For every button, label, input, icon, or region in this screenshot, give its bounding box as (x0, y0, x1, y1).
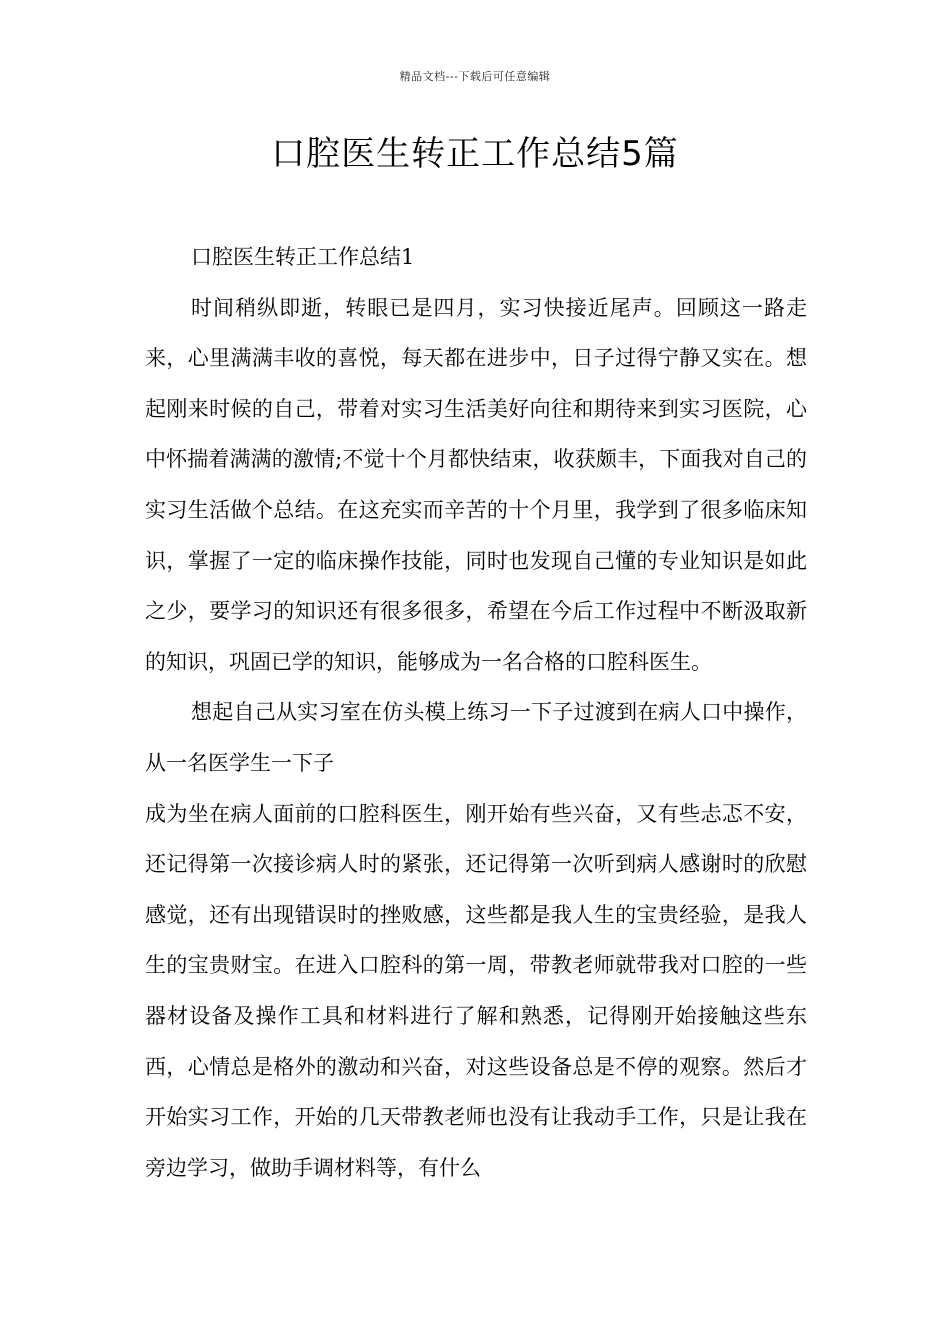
paragraph-2: 想起自己从实习室在仿头模上练习一下子过渡到在病人口中操作，从一名医学生一下子 (145, 700, 807, 775)
document-title: 口腔医生转正工作总结5篇 (271, 134, 679, 174)
section-heading: 口腔医生转正工作总结1 (191, 245, 415, 269)
paragraph-3: 成为坐在病人面前的口腔科医生，刚开始有些兴奋，又有些忐忑不安，还记得第一次接诊病人时的紧张，还记得第一次听到病人感谢时的欣慰感觉，还有出现错误时的挫败感，这些都是我人生的宝贵经验，是我人生的宝贵财宝。在进入口腔科的第一周，带教老师就带我对口腔的一些器材设备及操作工具和材料进行了解和熟悉，记得刚开始接触这些东西，心情总是格外的激动和兴奋，对这些设备总是不停的观察。然后才开始实习工作，开始的几天带教老师也没有让我动手工作，只是让我在旁边学习，做助手调材料等，有什么 (145, 801, 807, 1180)
document-body (145, 232, 807, 1193)
paragraph-1: 时间稍纵即逝，转眼已是四月，实习快接近尾声。回顾这一路走来，心里满满丰收的喜悦，每天都在进步中，日子过得宁静又实在。想起刚来时候的自己，带着对实习生活美好向往和期待来到实习医院，心中怀揣着满满的激情;不觉十个月都快结束，收获颇丰，下面我对自己的实习生活做个总结。在这充实而辛苦的十个月里，我学到了很多临床知识，掌握了一定的临床操作技能，同时也发现自己懂的专业知识是如此之少，要学习的知识还有很多很多，希望在今后工作过程中不断汲取新的知识，巩固已学的知识，能够成为一名合格的口腔科医生。 (145, 295, 807, 674)
header-note: 精品文档---下载后可任意编辑 (399, 70, 551, 83)
